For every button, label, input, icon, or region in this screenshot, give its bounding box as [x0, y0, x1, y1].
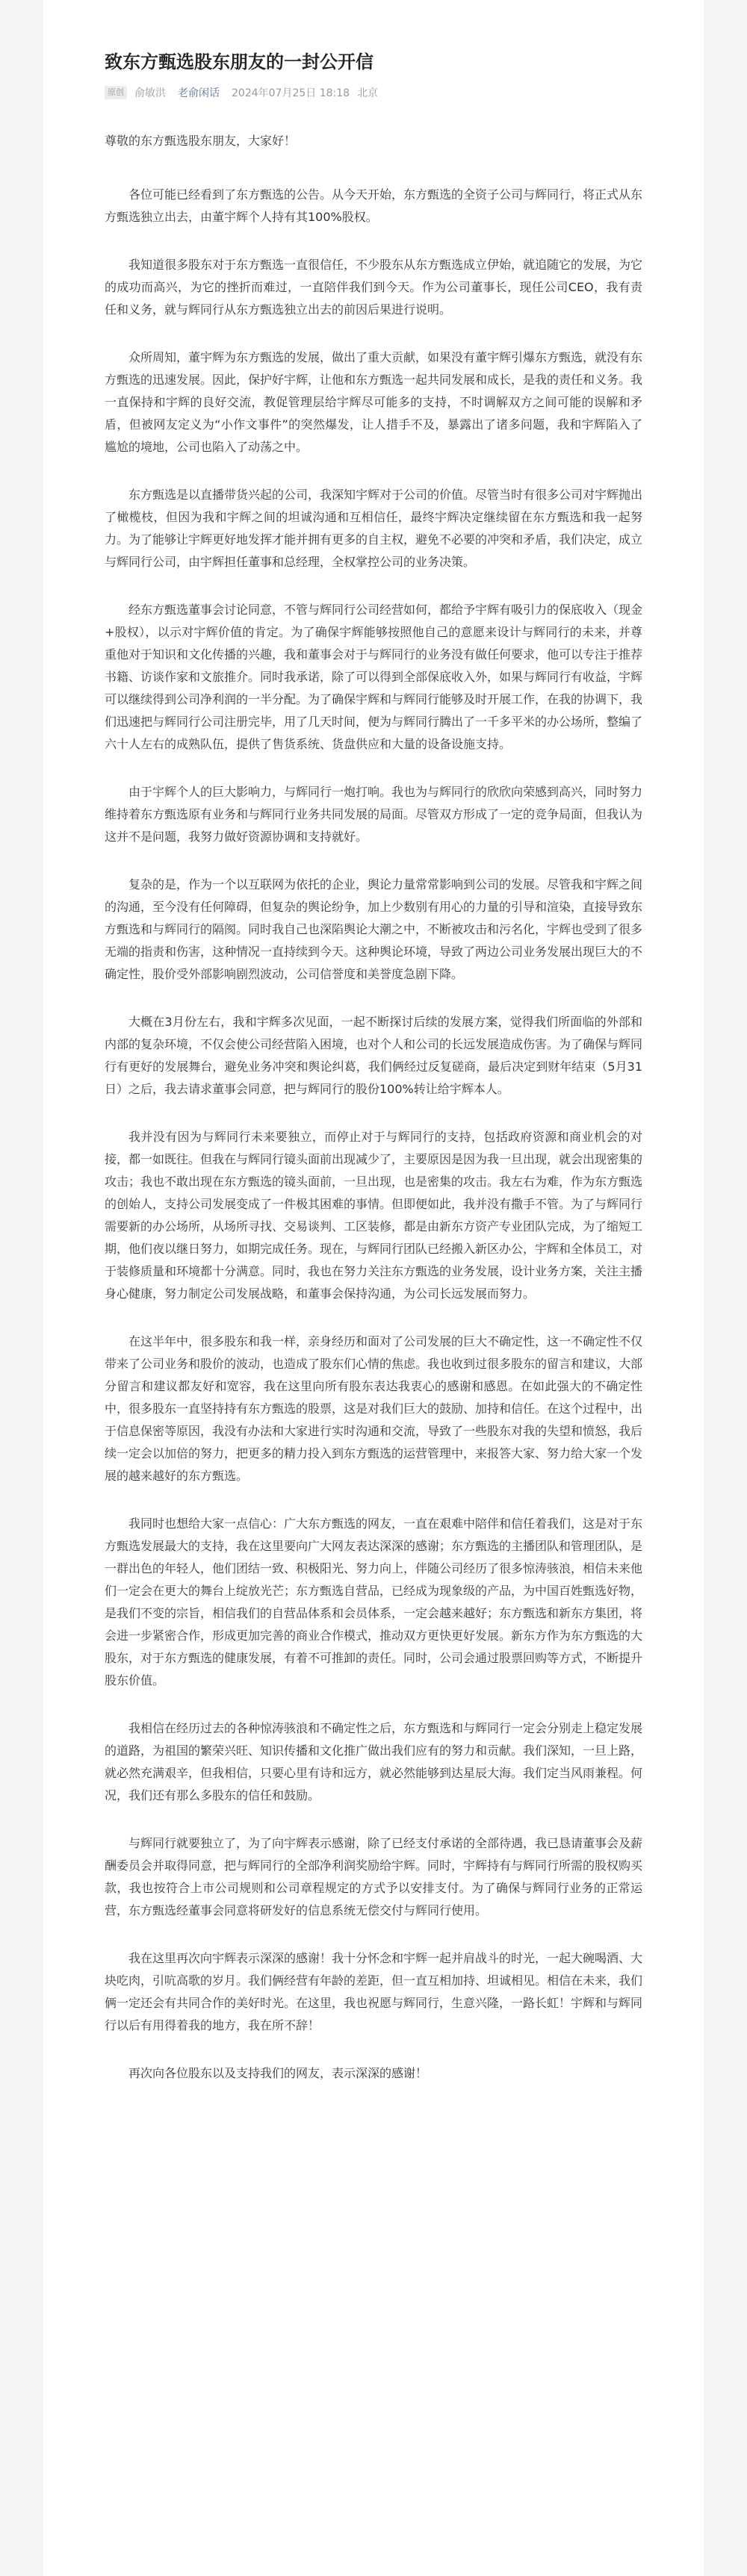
article-container [43, 0, 704, 2576]
body-paragraph: 复杂的是，作为一个以互联网为依托的企业，舆论力量常常影响到公司的发展。尽管我和宇辉之间的沟通，至今没有任何障碍，但复杂的舆论纷争，加上少数别有用心的力量的引导和渲染，直接导致东方甄选和与辉同行的隔阂。同时我自己也深陷舆论大潮之中，不断被攻击和污名化，宇辉也受到了很多无端的指责和伤害，这种情况一直持续到今天。这种舆论环境，导致了两边公司业务发展出现巨大的不确定性，股价受外部影响剧烈波动，公司信誉度和美誉度急剧下降。 [105, 877, 643, 981]
original-badge: 原创 [105, 86, 127, 99]
body-paragraph: 我并没有因为与辉同行未来要独立，而停止对于与辉同行的支持，包括政府资源和商业机会的对接，都一如既往。但我在与辉同行镜头面前出现减少了，主要原因是因为我一旦出现，就会出现密集的攻击；我也不敢出现在东方甄选的镜头面前，一旦出现，也是密集的攻击。我左右为难，作为东方甄选的创始人，支持公司发展变成了一件极其困难的事情。但即便如此，我并没有撒手不管。为了与辉同行需要新的办公场所，从场所寻找、交易谈判、工区装修，都是由新东方资产专业团队完成，为了缩短工期，他们夜以继日努力，如期完成任务。现在，与辉同行团队已经搬入新区办公，宇辉和全体员工，对于装修质量和环境都十分满意。同时，我也在努力关注东方甄选的业务发展，设计业务方案，关注主播身心健康，努力制定公司发展战略，和董事会保持沟通，为公司长远发展而努力。 [105, 1130, 643, 1301]
article-meta [105, 85, 642, 100]
body-paragraph: 大概在3月份左右，我和宇辉多次见面，一起不断探讨后续的发展方案，觉得我们所面临的外部和内部的复杂环境，不仅会使公司经营陷入困境，也对个人和公司的长远发展造成伤害。为了确保与辉同行有更好的发展舞台，避免业务冲突和舆论纠葛，我们俩经过反复磋商，最后决定到财年结束（5月31日）之后，我去请求董事会同意，把与辉同行的股份100%转让给宇辉本人。 [105, 1015, 643, 1096]
author-name: 俞敏洪 [134, 87, 166, 99]
body-paragraph: 在这半年中，很多股东和我一样，亲身经历和面对了公司发展的巨大不确定性，这一不确定性不仅带来了公司业务和股价的波动，也造成了股东们心情的焦虑。我也收到过很多股东的留言和建议，大部分留言和建议都友好和宽容，我在这里向所有股东表达我衷心的感谢和感恩。在如此强大的不确定性中，很多股东一直坚持持有东方甄选的股票，这是对我们巨大的鼓励、加持和信任。在这个过程中，出于信息保密等原因，我没有办法和大家进行实时沟通和交流，导致了一些股东对我的失望和愤怒，我后续一定会以加倍的努力，把更多的精力投入到东方甄选的运营管理中，来报答大家、努力给大家一个发展的越来越好的东方甄选。 [105, 1334, 643, 1483]
closing-paragraph: 再次向各位股东以及支持我们的网友，表示深深的感谢！ [128, 2066, 428, 2080]
body-paragraph: 由于宇辉个人的巨大影响力，与辉同行一炮打响。我也为与辉同行的欣欣向荣感到高兴，同时努力维持着东方甄选原有业务和与辉同行业务共同发展的局面。尽管双方形成了一定的竞争局面，但我认为这并不是问题，我努力做好资源协调和支持就好。 [105, 785, 643, 844]
body-paragraph: 我在这里再次向宇辉表示深深的感谢！我十分怀念和宇辉一起并肩战斗的时光，一起大碗喝酒、大块吃肉，引吭高歌的岁月。我们俩经营有年龄的差距，但一直互相加持、坦诚相见。相信在未来，我们俩一定还会有共同合作的美好时光。在这里，我也祝愿与辉同行，生意兴隆，一路长虹！宇辉和与辉同行以后有用得着我的地方，我在所不辞！ [105, 1951, 643, 2032]
body-paragraph: 各位可能已经看到了东方甄选的公告。从今天开始，东方甄选的全资子公司与辉同行，将正式从东方甄选独立出去，由董宇辉个人持有其100%股权。 [105, 187, 643, 224]
account-name-link[interactable]: 老俞闲话 [178, 87, 220, 99]
body-paragraph: 我相信在经历过去的各种惊涛骇浪和不确定性之后，东方甄选和与辉同行一定会分别走上稳定发展的道路，为祖国的繁荣兴旺、知识传播和文化推广做出我们应有的努力和贡献。我们深知，一旦上路，就必然充满艰辛，但我相信，只要心里有诗和远方，就必然能够到达星辰大海。我们定当风雨兼程。何况，我们还有那么多股东的信任和鼓励。 [105, 1721, 643, 1802]
body-paragraph: 东方甄选是以直播带货兴起的公司，我深知宇辉对于公司的价值。尽管当时有很多公司对宇辉抛出了橄榄枝，但因为我和宇辉之间的坦诚沟通和互相信任，最终宇辉决定继续留在东方甄选和我一起努力。为了能够让宇辉更好地发挥才能并拥有更多的自主权，避免不必要的冲突和矛盾，我们决定，成立与辉同行公司，由宇辉担任董事和总经理，全权掌控公司的业务决策。 [105, 488, 643, 569]
article-title: 致东方甄选股东朋友的一封公开信 [105, 52, 374, 72]
article-body [105, 130, 642, 2085]
body-paragraph: 与辉同行就要独立了，为了向宇辉表示感谢，除了已经支付承诺的全部待遇，我已恳请董事会及薪酬委员会并取得同意，把与辉同行的全部净利润奖励给宇辉。同时，宇辉持有与辉同行所需的股权购买款，我也按符合上市公司规则和公司章程规定的方式予以安排支付。为了确保与辉同行业务的正常运营，东方甄选经董事会同意将研发好的信息系统无偿交付与辉同行使用。 [105, 1836, 643, 1917]
salutation-paragraph: 尊敬的东方甄选股东朋友，大家好！ [105, 134, 297, 148]
body-paragraph: 经东方甄选董事会讨论同意，不管与辉同行公司经营如何，都给予宇辉有吸引力的保底收入（现金+股权），以示对宇辉价值的肯定。为了确保宇辉能够按照他自己的意愿来设计与辉同行的未来，并尊重他对于知识和文化传播的兴趣，我和董事会对于与辉同行的业务没有做任何要求，他可以专注于推荐书籍、访谈作家和文旅推介。同时我承诺，除了可以得到全部保底收入外，如果与辉同行有收益，宇辉可以继续得到公司净利润的一半分配。为了确保宇辉和与辉同行能够及时开展工作，在我的协调下，我们迅速把与辉同行公司注册完毕，用了几天时间，便为与辉同行腾出了一千多平米的办公场所，整编了六十人左右的成熟队伍，提供了售货系统、货盘供应和大量的设备设施支持。 [105, 603, 643, 751]
publish-date: 2024年07月25日 18:18 [232, 87, 350, 99]
body-paragraph: 我同时也想给大家一点信心：广大东方甄选的网友，一直在艰难中陪伴和信任着我们，这是对于东方甄选发展最大的支持，我在这里要向广大网友表达深深的感谢；东方甄选的主播团队和管理团队，是一群出色的年轻人，他们团结一致、积极阳光、努力向上，伴随公司经历了很多惊涛骇浪，相信未来他们一定会在更大的舞台上绽放光芒；东方甄选自营品，已经成为现象级的产品，为中国百姓甄选好物，是我们不变的宗旨，相信我们的自营品体系和会员体系，一定会越来越好；东方甄选和新东方集团，将会进一步紧密合作，形成更加完善的商业合作模式，推动双方更快更好发展。新东方作为东方甄选的大股东，对于东方甄选的健康发展，有着不可推卸的责任。同时，公司会通过股票回购等方式，不断提升股东价值。 [105, 1516, 643, 1687]
publish-location: 北京 [357, 87, 379, 99]
body-paragraph: 我知道很多股东对于东方甄选一直很信任，不少股东从东方甄选成立伊始，就追随它的发展，为它的成功而高兴，为它的挫折而难过，一直陪伴我们到今天。作为公司董事长，现任公司CEO，我有责任和义务，就与辉同行从东方甄选独立出去的前因后果进行说明。 [105, 258, 643, 317]
body-paragraph: 众所周知，董宇辉为东方甄选的发展，做出了重大贡献，如果没有董宇辉引爆东方甄选，就没有东方甄选的迅速发展。因此，保护好宇辉，让他和东方甄选一起共同发展和成长，是我的责任和义务。我一直保持和宇辉的良好交流，教促管理层给宇辉尽可能多的支持，不时调解双方之间可能的误解和矛盾，但被网友定义为“小作文事件”的突然爆发，让人措手不及，暴露出了诸多问题，我和宇辉陷入了尴尬的境地，公司也陷入了动荡之中。 [105, 350, 643, 454]
